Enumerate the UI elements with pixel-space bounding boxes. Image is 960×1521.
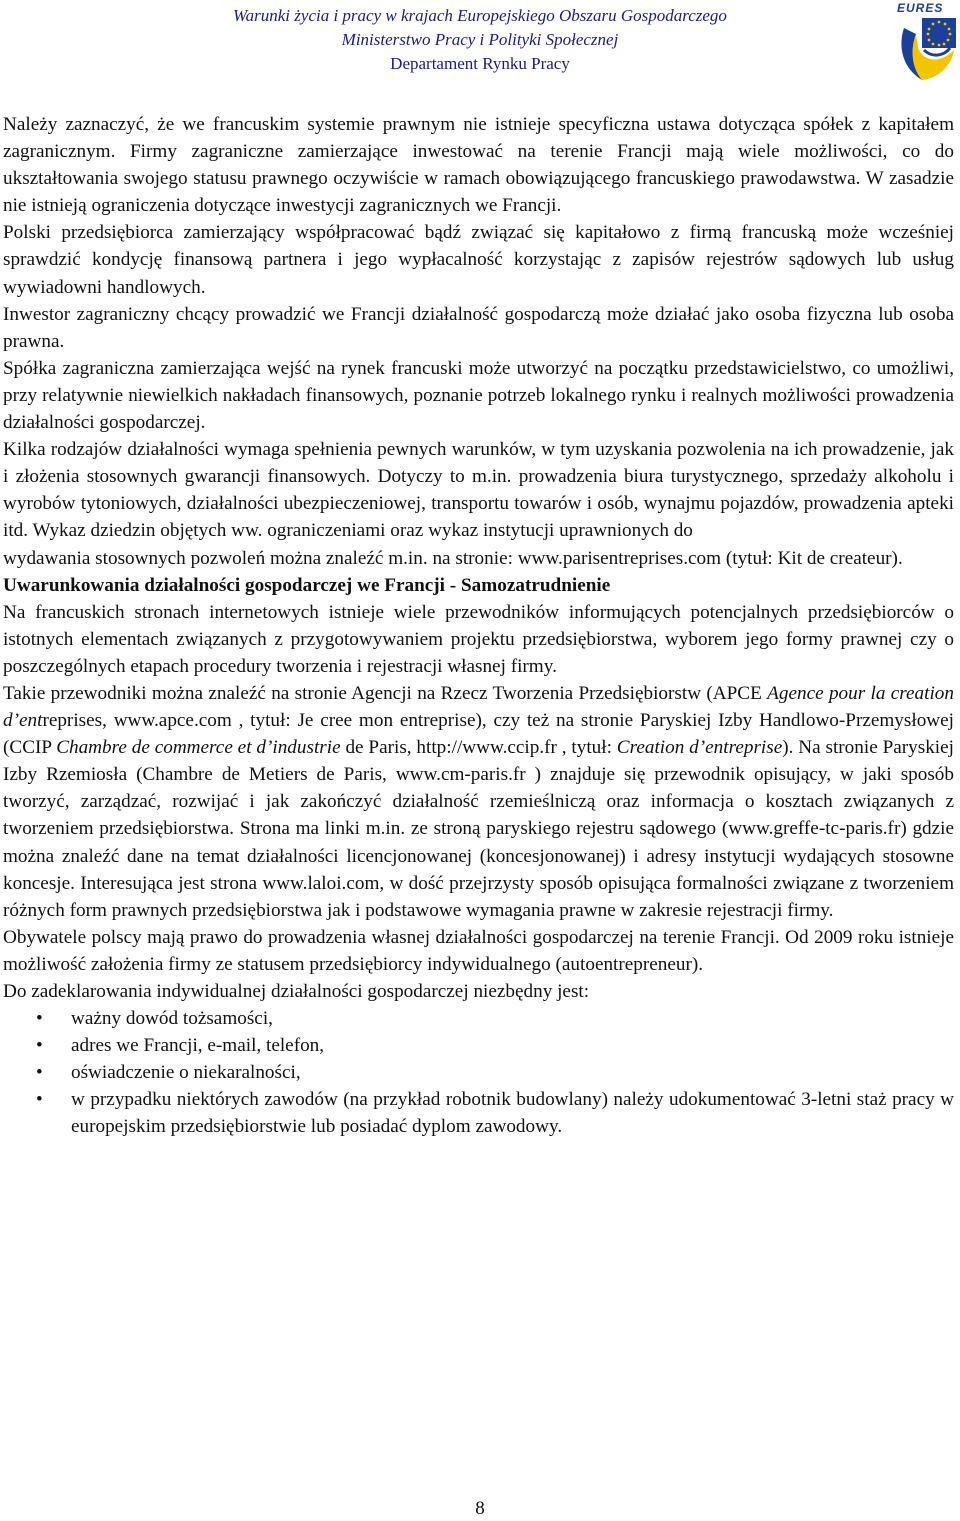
list-item: [3, 1059, 954, 1086]
paragraph-7-part-c: reprises, www.apce.com , tytuł: Je cree mon entreprise), czy też na stronie Paryskiej Izby Handlowo-Przemysłowej (CCIP: [3, 710, 954, 759]
header-line-1: Warunki życia i pracy w krajach Europejskiego Obszaru Gospodarczego: [233, 6, 727, 25]
header-line-2: Ministerstwo Pracy i Polityki Społecznej: [341, 30, 619, 49]
list-item-text: ważny dowód tożsamości,: [71, 1008, 273, 1030]
requirements-list: [3, 1005, 954, 1140]
paragraph-7-part-a: Takie przewodniki można znaleźć na stronie Agencji na Rzecz Tworzenia Przedsiębiorstw (APCE: [3, 682, 768, 704]
paragraph-2: Polski przedsiębiorca zamierzający współpracować bądź związać się kapitałowo z firmą francuską może wcześniej sprawdzić kondycję finansową partnera i jego wypłacalność korzystając z zapisów rejestrów sądowych lub usług wywiadowni handlowych.: [3, 222, 954, 298]
eures-logo-icon: [888, 0, 960, 84]
header-line-3: Departament Rynku Pracy: [390, 54, 570, 73]
paragraph-7-italic-creation: Creation d’entreprise: [616, 737, 783, 759]
list-item: [3, 1032, 954, 1059]
paragraph-7-part-g: ). Na stronie Paryskiej Izby Rzemiosła (Chambre de Metiers de Paris, www.cm-paris.fr ) znajduje się przewodnik opisujący, w jaki sposób tworzyć, zarządzać, rozwijać i jak zakończyć działalność rzemieślniczą oraz informacja o kosztach związanych z tworzeniem przedsiębiorstwa. Strona ma linki m.in. ze stroną paryskiego rejestru sądowego (www.greffe-tc-paris.fr) gdzie można znaleźć dane na temat działalności licencjonowanej (koncesjonowanej) i adresy instytucji wydających stosowne koncesje. Interesująca jest strona www.laloi.com, w dość przejrzysty sposób opisująca formalności związane z tworzeniem różnych form prawnych przedsiębiorstwa jak i podstawowe wymagania prawne w zakresie rejestracji firmy.: [3, 737, 954, 921]
document-body: [3, 111, 954, 1141]
page-number: 8: [475, 1498, 485, 1519]
page-header: [0, 0, 960, 80]
bullet-icon: •: [36, 1089, 43, 1111]
paragraph-9: Do zadeklarowania indywidualnej działalności gospodarczej niezbędny jest:: [3, 981, 590, 1002]
list-item-text: w przypadku niektórych zawodów (na przykład robotnik budowlany) należy udokumentować 3-letni staż pracy w europejskim przedsiębiorstwie lub posiadać dyplom zawodowy.: [71, 1089, 954, 1138]
header-text: [120, 4, 840, 76]
paragraph-5b: wydawania stosownych pozwoleń można znaleźć m.in. na stronie: www.parisentreprises.com (tytuł: Kit de createur).: [3, 547, 903, 569]
paragraph-7-part-e: de Paris, http://www.ccip.fr , tytuł:: [340, 737, 617, 759]
paragraph-3: Inwestor zagraniczny chcący prowadzić we Francji działalność gospodarczą może działać jako osoba fizyczna lub osoba prawna.: [3, 303, 954, 352]
paragraph-6: Na francuskich stronach internetowych istnieje wiele przewodników informujących potencjalnych przedsiębiorców o istotnych elementach związanych z przygotowywaniem projektu przedsiębiorstwa, wyborem jego formy prawnej czy o poszczególnych etapach procedury tworzenia i rejestracji własnej firmy.: [3, 601, 954, 677]
list-item: [3, 1005, 954, 1032]
paragraph-5: Kilka rodzajów działalności wymaga spełnienia pewnych warunków, w tym uzyskania pozwolenia na ich prowadzenie, jak i złożenia stosownych gwarancji finansowych. Dotyczy to m.in. prowadzenia biura turystycznego, sprzedaży alkoholu i wyrobów tytoniowych, działalności ubezpieczeniowej, transportu towarów i osób, wynajmu pojazdów, prowadzenia apteki itd. Wykaz dziedzin objętych ww. ograniczeniami oraz wykaz instytucji uprawnionych do: [3, 439, 954, 542]
paragraph-7-italic-apce: Agence pour la creation d’ent: [3, 682, 954, 732]
list-item-text: oświadczenie o niekaralności,: [71, 1062, 301, 1084]
bullet-icon: •: [36, 1008, 43, 1030]
section-heading: Uwarunkowania działalności gospodarczej we Francji - Samozatrudnienie: [3, 574, 611, 596]
bullet-icon: •: [36, 1062, 43, 1084]
list-item: [3, 1086, 954, 1140]
bullet-icon: •: [36, 1035, 43, 1057]
paragraph-1: Należy zaznaczyć, że we francuskim systemie prawnym nie istnieje specyficzna ustawa dotycząca spółek z kapitałem zagranicznym. Firmy zagraniczne zamierzające inwestować na terenie Francji mają wiele możliwości, co do ukształtowania swojego statusu prawnego oczywiście w ramach obowiązującego francuskiego prawodawstwa. W zasadzie nie istnieją ograniczenia dotyczące inwestycji zagranicznych we Francji.: [3, 114, 954, 217]
paragraph-7: [3, 680, 954, 924]
paragraph-8: Obywatele polscy mają prawo do prowadzenia własnej działalności gospodarczej na terenie Francji. Od 2009 roku istnieje możliwość założenia firmy ze statusem przedsiębiorcy indywidualnego (autoentrepreneur).: [3, 926, 954, 975]
paragraph-7-italic-ccip: Chambre de commerce et d’industrie: [56, 737, 341, 759]
logo-text: EURES: [897, 1, 944, 15]
list-item-text: adres we Francji, e-mail, telefon,: [71, 1035, 325, 1057]
paragraph-4: Spółka zagraniczna zamierzająca wejść na rynek francuski może utworzyć na początku przedstawicielstwo, co umożliwi, przy relatywnie niewielkich nakładach finansowych, poznanie potrzeb lokalnego rynku i realnych możliwości prowadzenia działalności gospodarczej.: [3, 357, 954, 434]
